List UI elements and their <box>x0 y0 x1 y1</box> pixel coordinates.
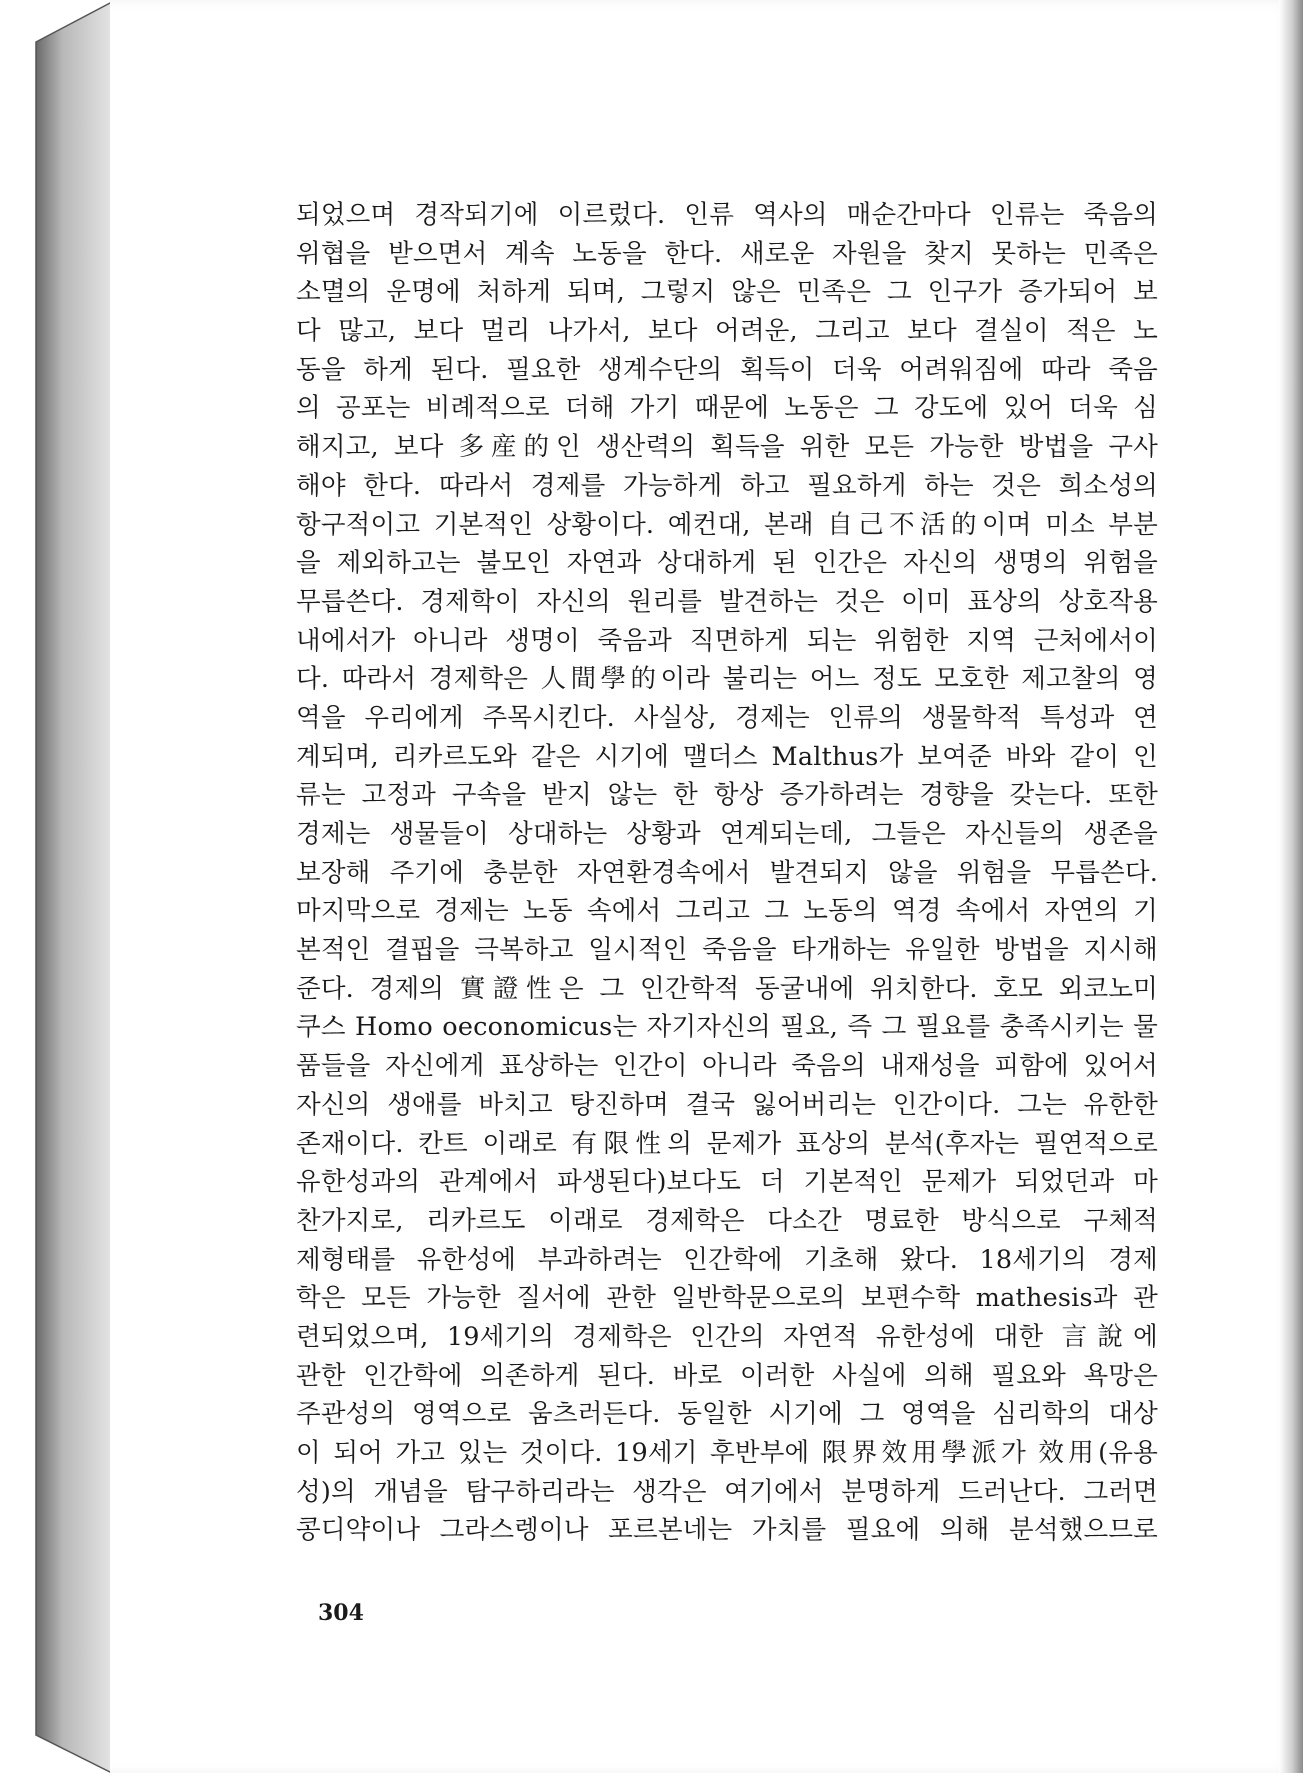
text-line: 콩디약이나 그라스렝이나 포르본네는 가치를 필요에 의해 분석했으므로 <box>296 1515 1158 1546</box>
text-line: 찬가지로, 리카르도 이래로 경제학은 다소간 명료한 방식으로 구체적 <box>296 1205 1158 1236</box>
text-line: 관한 인간학에 의존하게 된다. 바로 이러한 사실에 의해 필요와 욕망은 <box>296 1360 1158 1391</box>
text-line: 해야 한다. 따라서 경제를 가능하게 하고 필요하게 하는 것은 희소성의 <box>296 470 1158 501</box>
text-line: 다. 따라서 경제학은 人間學的이라 불리는 어느 정도 모호한 제고찰의 영 <box>296 664 1158 695</box>
text-line: 이 되어 가고 있는 것이다. 19세기 후반부에 限界效用學派가 效用(유용 <box>296 1438 1158 1468</box>
book-spine <box>0 0 120 1773</box>
text-line: 의 공포는 비례적으로 더해 가기 때문에 노동은 그 강도에 있어 더욱 심 <box>296 393 1158 424</box>
text-line: 쿠스 Homo oeconomicus는 자기자신의 필요, 즉 그 필요를 충족시키는 물 <box>296 1012 1158 1043</box>
text-line: 자신의 생애를 바치고 탕진하며 결국 잃어버리는 인간이다. 그는 유한한 <box>296 1089 1158 1120</box>
text-line: 동을 하게 된다. 필요한 생계수단의 획득이 더욱 어려워짐에 따라 죽음 <box>296 354 1158 385</box>
text-line: 계되며, 리카르도와 같은 시기에 맬더스 Malthus가 보여준 바와 같이 인 <box>296 741 1158 772</box>
text-line: 유한성과의 관계에서 파생된다)보다도 더 기본적인 문제가 되었던과 마 <box>296 1167 1158 1198</box>
text-line: 품들을 자신에게 표상하는 인간이 아니라 죽음의 내재성을 피함에 있어서 <box>296 1051 1158 1082</box>
text-line: 련되었으며, 19세기의 경제학은 인간의 자연적 유한성에 대한 言說에 <box>296 1321 1158 1352</box>
text-line: 마지막으로 경제는 노동 속에서 그리고 그 노동의 역경 속에서 자연의 기 <box>296 896 1158 927</box>
text-line: 경제는 생물들이 상대하는 상황과 연계되는데, 그들은 자신들의 생존을 <box>296 819 1158 849</box>
text-line: 무릅쓴다. 경제학이 자신의 원리를 발견하는 것은 이미 표상의 상호작용 <box>296 586 1158 617</box>
text-line: 해지고, 보다 多産的인 생산력의 획득을 위한 모든 가능한 방법을 구사 <box>296 432 1158 463</box>
text-line: 본적인 결핍을 극복하고 일시적인 죽음을 타개하는 유일한 방법을 지시해 <box>296 935 1158 966</box>
text-line: 소멸의 운명에 처하게 되며, 그렇지 않은 민족은 그 인구가 증가되어 보 <box>296 277 1158 308</box>
text-line: 내에서가 아니라 생명이 죽음과 직면하게 되는 위험한 지역 근처에서이 <box>296 625 1158 656</box>
text-line: 역을 우리에게 주목시킨다. 사실상, 경제는 인류의 생물학적 특성과 연 <box>296 702 1158 733</box>
page-edge-shadow <box>1279 0 1303 1773</box>
text-line: 존재이다. 칸트 이래로 有限性의 문제가 표상의 분석(후자는 필연적으로 <box>296 1128 1158 1159</box>
text-line: 을 제외하고는 불모인 자연과 상대하게 된 인간은 자신의 생명의 위험을 <box>296 548 1158 579</box>
text-line: 다 많고, 보다 멀리 나가서, 보다 어려운, 그리고 보다 결실이 적은 노 <box>296 316 1158 347</box>
text-line: 항구적이고 기본적인 상황이다. 예컨대, 본래 自己不活的이며 미소 부분 <box>296 509 1158 540</box>
text-line: 학은 모든 가능한 질서에 관한 일반학문으로의 보편수학 mathesis과 관 <box>296 1283 1158 1314</box>
text-line: 주관성의 영역으로 움츠러든다. 동일한 시기에 그 영역을 심리학의 대상 <box>296 1399 1158 1430</box>
body-text <box>296 196 1158 1550</box>
text-line: 성)의 개념을 탐구하리라는 생각은 여기에서 분명하게 드러난다. 그러면 <box>296 1476 1158 1507</box>
page-number: 304 <box>318 1600 364 1626</box>
text-line: 준다. 경제의 實證性은 그 인간학적 동굴내에 위치한다. 호모 외코노미 <box>296 973 1158 1004</box>
text-line: 보장해 주기에 충분한 자연환경속에서 발견되지 않을 위험을 무릅쓴다. <box>296 857 1158 888</box>
text-line: 되었으며 경작되기에 이르렀다. 인류 역사의 매순간마다 인류는 죽음의 <box>296 200 1158 230</box>
text-line: 위협을 받으면서 계속 노동을 한다. 새로운 자원을 찾지 못하는 민족은 <box>296 238 1158 269</box>
text-line: 류는 고정과 구속을 받지 않는 한 항상 증가하려는 경향을 갖는다. 또한 <box>296 780 1158 811</box>
text-line: 제형태를 유한성에 부과하려는 인간학에 기초해 왔다. 18세기의 경제 <box>296 1244 1158 1275</box>
